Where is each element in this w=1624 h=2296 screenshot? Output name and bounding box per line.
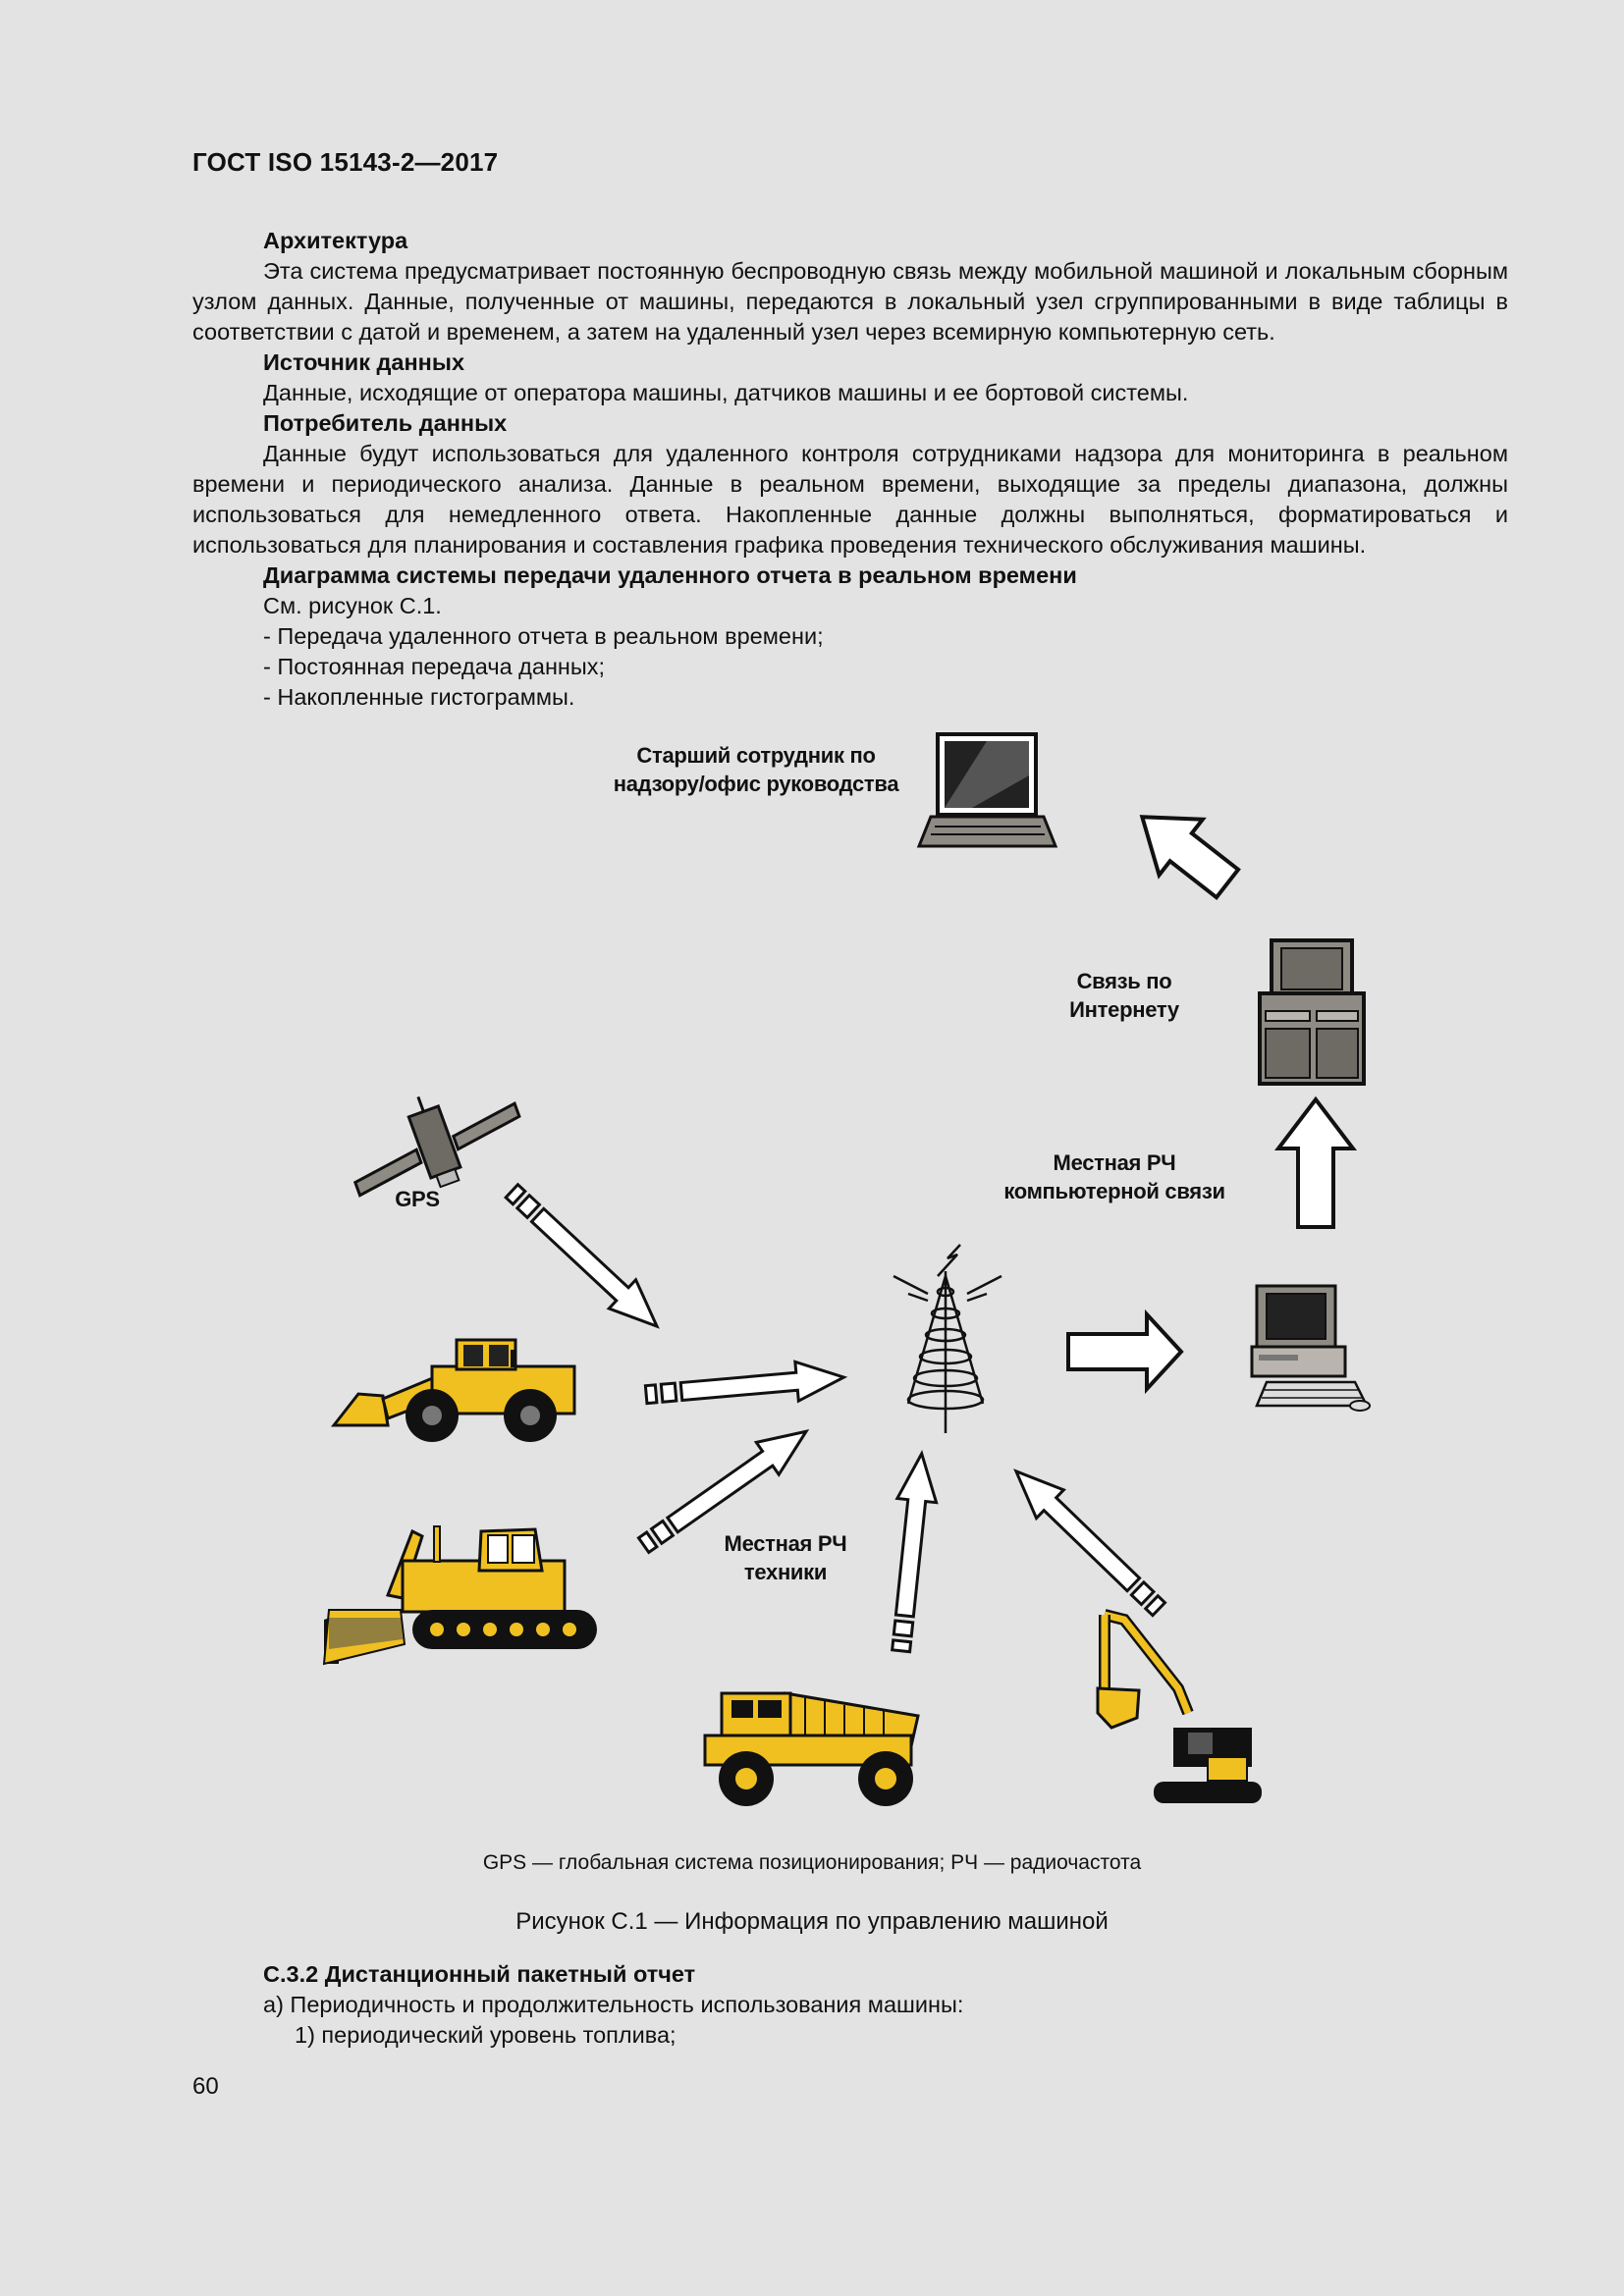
server-icon [1260,940,1364,1084]
data-source-paragraph: Данные, исходящие от оператора машины, датчиков машины и ее бортовой системы. [263,380,1189,405]
figure-note: GPS — глобальная система позиционирования; РЧ — радиочастота [482,1851,1142,1874]
architecture-paragraph: Эта система предусматривает постоянную беспроводную связь между мобильной машиной и локальным сборным узлом данных. Данные, полученные от машины, передаются в локальный узел сгруппированными в виде таблицы в соответствии с датой и временем, а затем на удаленный узел через всемирную компьютерную сеть. [192,258,1508,345]
dump-truck-icon [705,1693,918,1806]
radio-tower-icon [893,1245,1001,1433]
internet-label: Связь по Интернету [1069,969,1179,1022]
list-item: а) Периодичность и продолжительность использования машины: [263,1992,964,2017]
arrow-to-supervisor [1120,789,1249,911]
local-rf-machines-label: Местная РЧ техники [724,1531,847,1584]
architecture-heading: Архитектура [263,228,408,253]
supervisor-label: Старший сотрудник по надзору/офис руководства [613,743,899,796]
arrow-to-server [1278,1099,1353,1227]
body-text-bottom [192,1959,1508,2051]
list-item: - Накопленные гистограммы. [263,684,575,710]
arrow-loader-to-tower [644,1358,845,1414]
figure-caption: Рисунок С.1 — Информация по управлению машиной [515,1908,1109,1935]
list-item: - Постоянная передача данных; [263,654,606,679]
diagram-heading: Диаграмма системы передачи удаленного отчета в реальном времени [263,562,1077,588]
arrow-excavator-to-tower [1002,1457,1172,1623]
section-heading: С.3.2 Дистанционный пакетный отчет [263,1961,696,1987]
local-rf-computer-label: Местная РЧ компьютерной связи [1003,1150,1225,1203]
arrow-gps-to-tower [499,1177,671,1341]
arrow-tower-to-computer [1068,1314,1181,1389]
excavator-icon [1098,1615,1262,1803]
data-consumer-paragraph: Данные будут использоваться для удаленного контроля сотрудниками надзора для мониторинга в реальном времени и периодического анализа. Данные в реальном времени, выходящие за пределы диапазона, должны использоваться для немедленного ответа. Накопленные данные должны выполняться, форматироваться и использоваться для планирования и составления графика проведения технического обслуживания машины. [192,441,1508,558]
see-figure-text: См. рисунок С.1. [263,593,442,618]
page-number: 60 [192,2073,219,2100]
bulldozer-icon [324,1526,597,1664]
gps-label: GPS [395,1187,440,1211]
data-source-heading: Источник данных [263,349,465,375]
wheel-loader-icon [334,1340,574,1442]
laptop-icon [919,734,1056,846]
desktop-computer-icon [1252,1286,1370,1411]
document-id-header: ГОСТ ISO 15143-2—2017 [192,147,499,177]
data-consumer-heading: Потребитель данных [263,410,508,436]
list-item: 1) периодический уровень топлива; [295,2022,677,2048]
arrow-truck-to-tower [882,1452,942,1653]
list-item: - Передача удаленного отчета в реальном времени; [263,623,824,649]
